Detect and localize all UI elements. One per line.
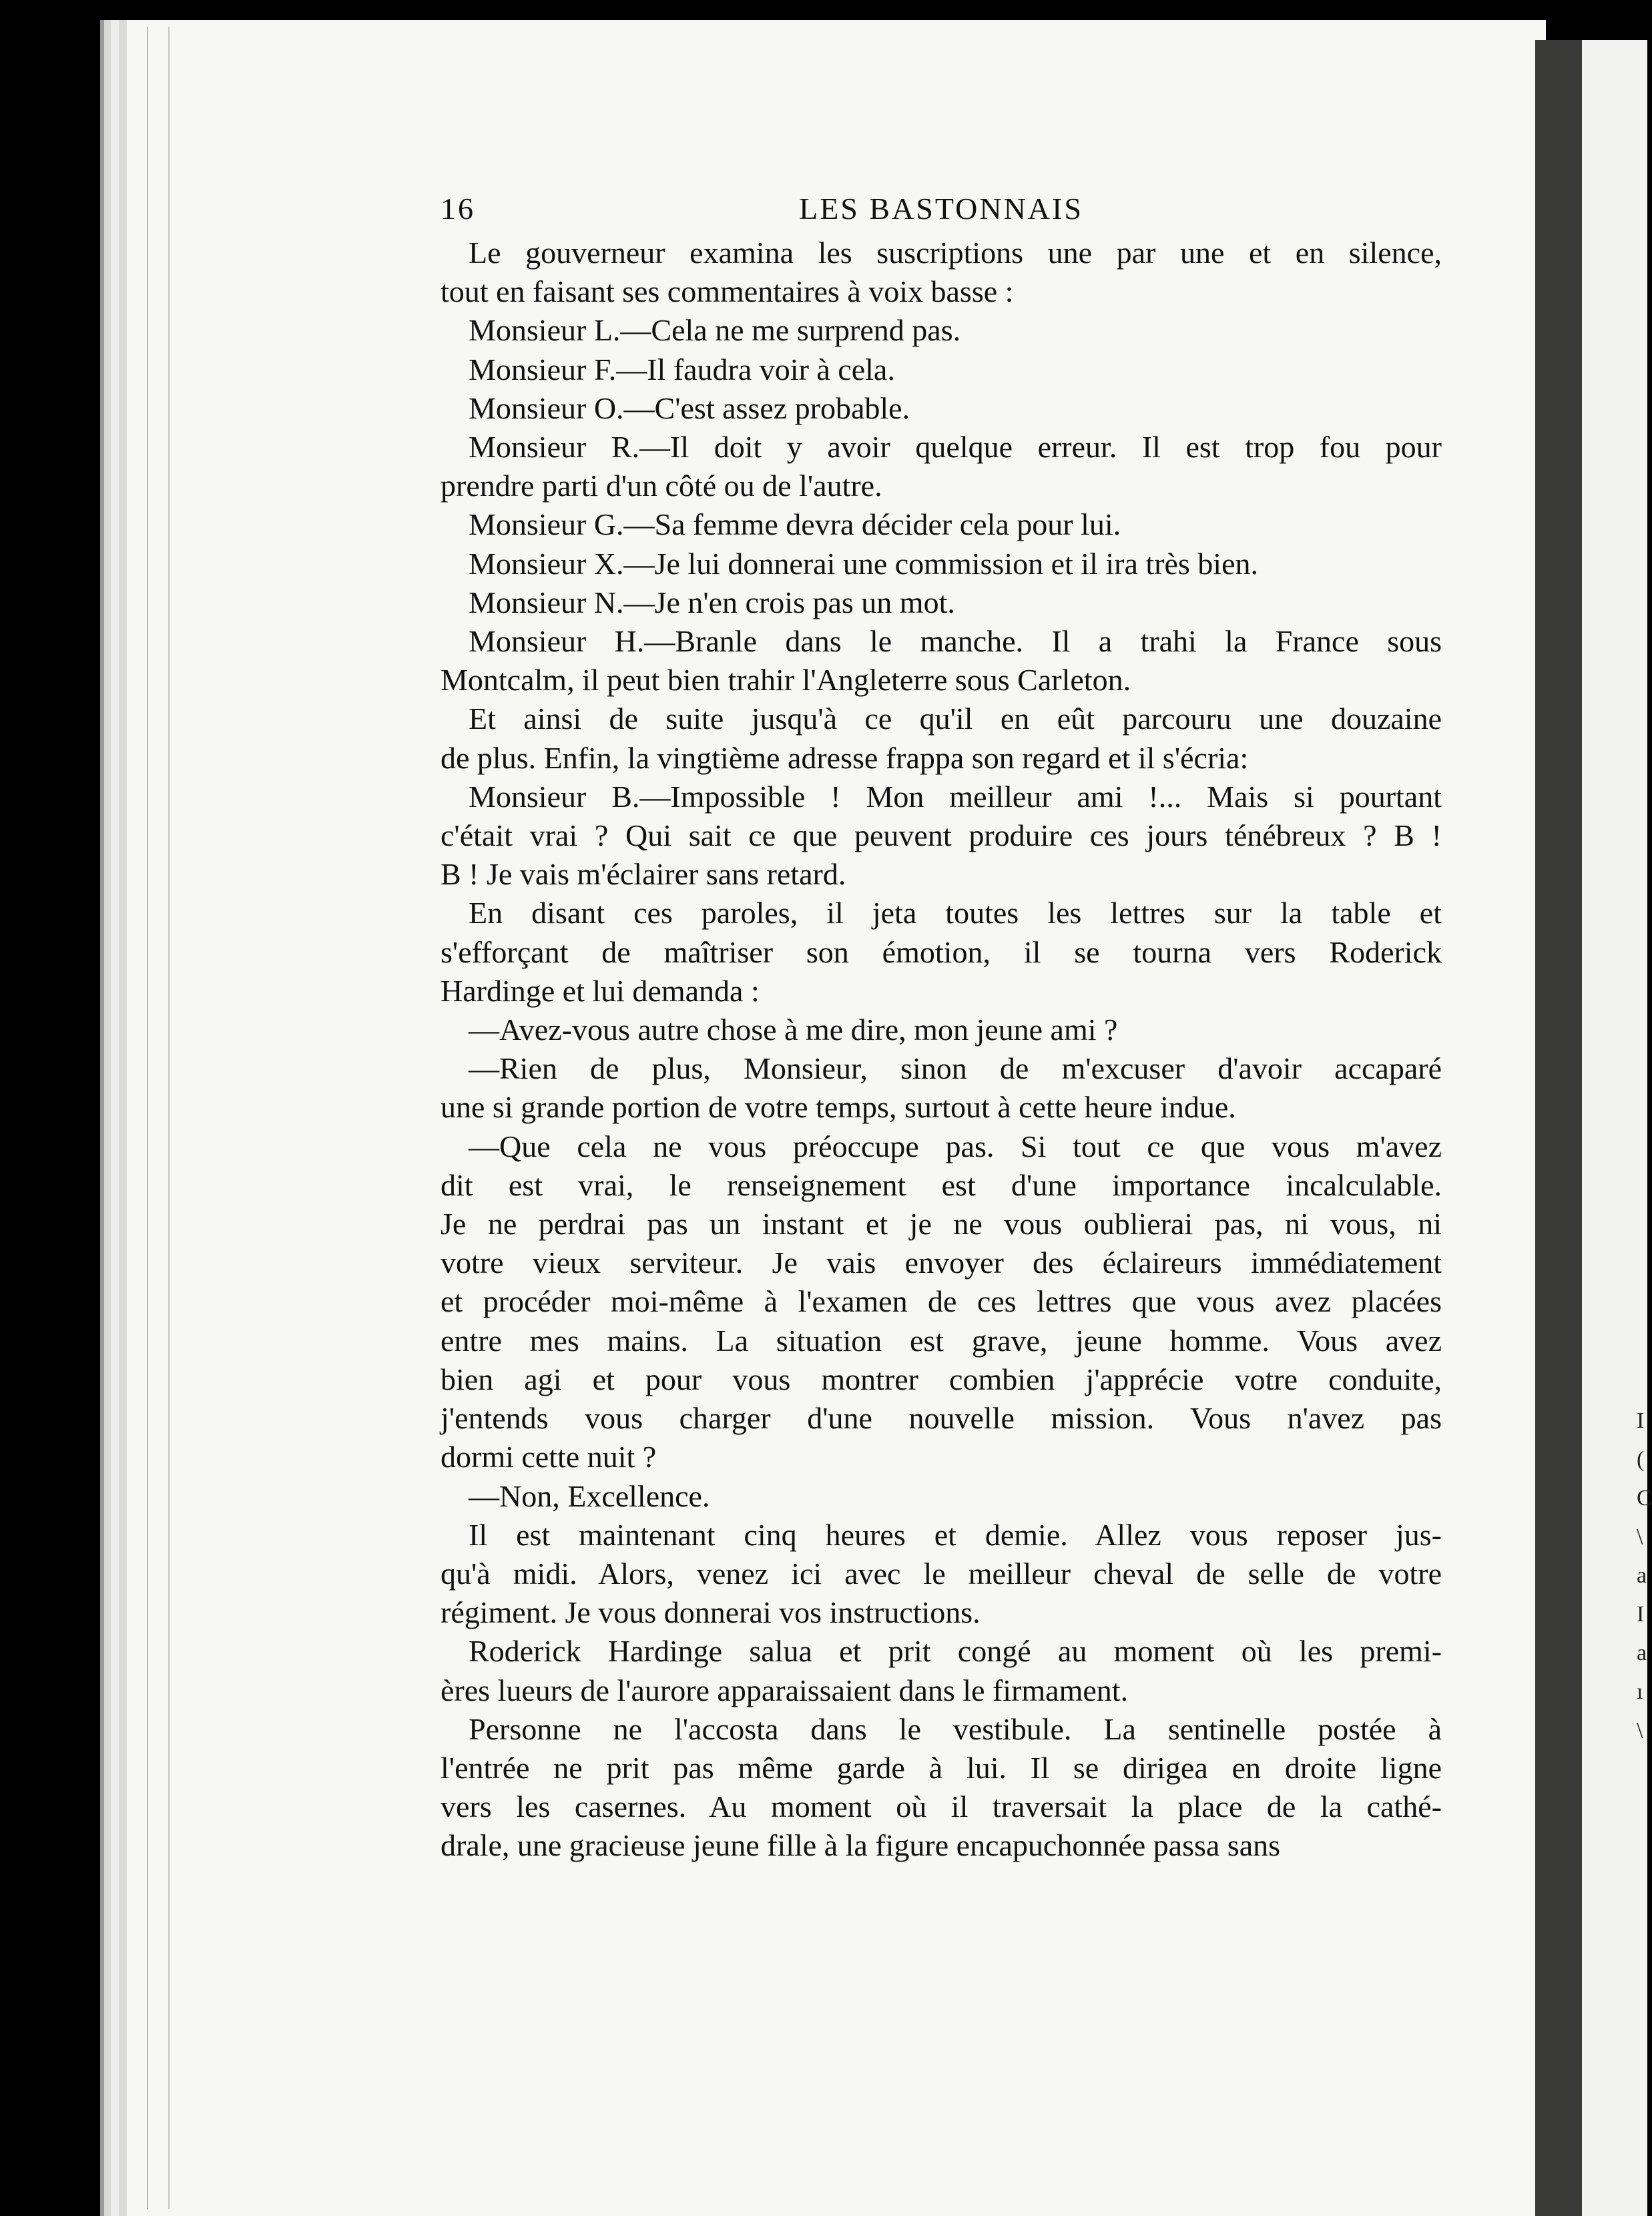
- text-line: Monsieur H.—Branle dans le manche. Il a trahi la France sous: [469, 624, 1442, 659]
- text-line: bien agi et pour vous montrer combien j'apprécie votre conduite,: [441, 1362, 1442, 1396]
- facing-page-shadow: [1535, 40, 1582, 2216]
- margin-letter: \: [1637, 1718, 1643, 1743]
- margin-letter: a: [1637, 1563, 1647, 1588]
- text-line: B ! Je vais m'éclairer sans retard.: [441, 857, 846, 892]
- text-line: l'entrée ne prit pas même garde à lui. Il se dirigea en droite ligne: [441, 1750, 1442, 1785]
- running-head: [441, 180, 1442, 234]
- paragraph: [441, 234, 1442, 311]
- text-line: Monsieur F.—Il faudra voir à cela.: [469, 352, 895, 386]
- text-line: En disant ces paroles, il jeta toutes les lettres sur la table et: [469, 896, 1442, 930]
- text-line: s'efforçant de maîtriser son émotion, il se tourna vers Roderick: [441, 934, 1442, 969]
- text-line: qu'à midi. Alors, venez ici avec le meilleur cheval de selle de votre: [441, 1556, 1442, 1591]
- text-line: Et ainsi de suite jusqu'à ce qu'il en eût parcouru une douzaine: [469, 702, 1442, 736]
- text-line: Monsieur N.—Je n'en crois pas un mot.: [469, 585, 955, 619]
- text-line: régiment. Je vous donnerai vos instructions.: [441, 1595, 981, 1630]
- text-line: dormi cette nuit ?: [441, 1440, 657, 1474]
- text-line: ères lueurs de l'aurore apparaissaient dans le firmament.: [441, 1673, 1129, 1707]
- text-line: entre mes mains. La situation est grave, jeune homme. Vous avez: [441, 1323, 1442, 1358]
- text-line: Monsieur G.—Sa femme devra décider cela pour lui.: [469, 507, 1121, 542]
- paragraph: [441, 1049, 1442, 1127]
- page-body: [441, 180, 1442, 1866]
- paragraph: [441, 1710, 1442, 1866]
- text-line: tout en faisant ses commentaires à voix basse :: [441, 274, 1014, 309]
- margin-letter: I: [1637, 1602, 1645, 1627]
- paragraph: [441, 1127, 1442, 1477]
- paragraph: [441, 1011, 1442, 1049]
- paragraph: [441, 1632, 1442, 1709]
- paragraph: [441, 1477, 1442, 1516]
- page-number: 16: [441, 192, 475, 226]
- margin-letter: (: [1637, 1447, 1645, 1472]
- text-line: une si grande portion de votre temps, surtout à cette heure indue.: [441, 1090, 1236, 1125]
- text-line: —Non, Excellence.: [469, 1478, 710, 1513]
- paragraph: [441, 583, 1442, 622]
- margin-letter: \: [1637, 1525, 1643, 1549]
- paragraph: [441, 311, 1442, 350]
- paragraph: [441, 700, 1442, 777]
- paragraph: [441, 350, 1442, 389]
- text-line: vers les casernes. Au moment où il traversait la place de la cathé-: [441, 1789, 1442, 1824]
- paragraph: [441, 1516, 1442, 1633]
- text-line: Monsieur X.—Je lui donnerai une commission et il ira très bien.: [469, 546, 1258, 581]
- text-line: dit est vrai, le renseignement est d'une importance incalculable.: [441, 1167, 1442, 1202]
- margin-letter: C: [1637, 1486, 1652, 1510]
- paragraph: [441, 894, 1442, 1011]
- text-line: Hardinge et lui demanda :: [441, 973, 760, 1008]
- paragraph: [441, 778, 1442, 894]
- text-line: de plus. Enfin, la vingtième adresse frappa son regard et il s'écria:: [441, 740, 1249, 775]
- text-line: et procéder moi-même à l'examen de ces lettres que vous avez placées: [441, 1284, 1442, 1319]
- facing-page-margin-letters: [1637, 1402, 1652, 1750]
- text-line: —Rien de plus, Monsieur, sinon de m'excuser d'avoir accaparé: [469, 1051, 1442, 1086]
- text-line: prendre parti d'un côté ou de l'autre.: [441, 469, 882, 503]
- text-line: Roderick Hardinge salua et prit congé au moment où les premi-: [469, 1634, 1442, 1669]
- text-line: Monsieur B.—Impossible ! Mon meilleur ami !... Mais si pourtant: [469, 779, 1442, 814]
- facing-page-sliver: [1582, 40, 1652, 2216]
- margin-letter: I: [1637, 1408, 1645, 1433]
- paragraph: [441, 545, 1442, 583]
- text-line: Monsieur R.—Il doit y avoir quelque erreur. Il est trop fou pour: [469, 430, 1442, 465]
- text-line: Il est maintenant cinq heures et demie. Allez vous reposer jus-: [469, 1517, 1442, 1552]
- text-line: Monsieur O.—C'est assez probable.: [469, 390, 910, 425]
- text-paragraphs: [441, 234, 1442, 1866]
- paragraph: [441, 622, 1442, 700]
- margin-letter: ı: [1637, 1679, 1643, 1704]
- text-line: Montcalm, il peut bien trahir l'Angleterre sous Carleton.: [441, 663, 1131, 698]
- paragraph: [441, 389, 1442, 428]
- text-line: —Que cela ne vous préoccupe pas. Si tout ce que vous m'avez: [469, 1129, 1442, 1163]
- text-line: Je ne perdrai pas un instant et je ne vous oublierai pas, ni vous, ni: [441, 1207, 1442, 1241]
- text-line: Personne ne l'accosta dans le vestibule. La sentinelle postée à: [469, 1711, 1442, 1746]
- paragraph: [441, 505, 1442, 544]
- margin-letter: a: [1637, 1641, 1647, 1665]
- text-line: Monsieur L.—Cela ne me surprend pas.: [469, 313, 961, 348]
- text-line: j'entends vous charger d'une nouvelle mission. Vous n'avez pas: [441, 1401, 1442, 1436]
- text-line: —Avez-vous autre chose à me dire, mon jeune ami ?: [469, 1013, 1118, 1047]
- page-stack-edge: [147, 27, 170, 2209]
- text-line: votre vieux serviteur. Je vais envoyer des éclaireurs immédiatement: [441, 1245, 1442, 1280]
- text-line: c'était vrai ? Qui sait ce que peuvent produire ces jours ténébreux ? B !: [441, 818, 1442, 853]
- text-line: Le gouverneur examina les suscriptions une par une et en silence,: [469, 236, 1442, 270]
- running-title: LES BASTONNAIS: [799, 192, 1083, 226]
- paragraph: [441, 428, 1442, 505]
- text-line: drale, une gracieuse jeune fille à la figure encapuchonnée passa sans: [441, 1828, 1281, 1863]
